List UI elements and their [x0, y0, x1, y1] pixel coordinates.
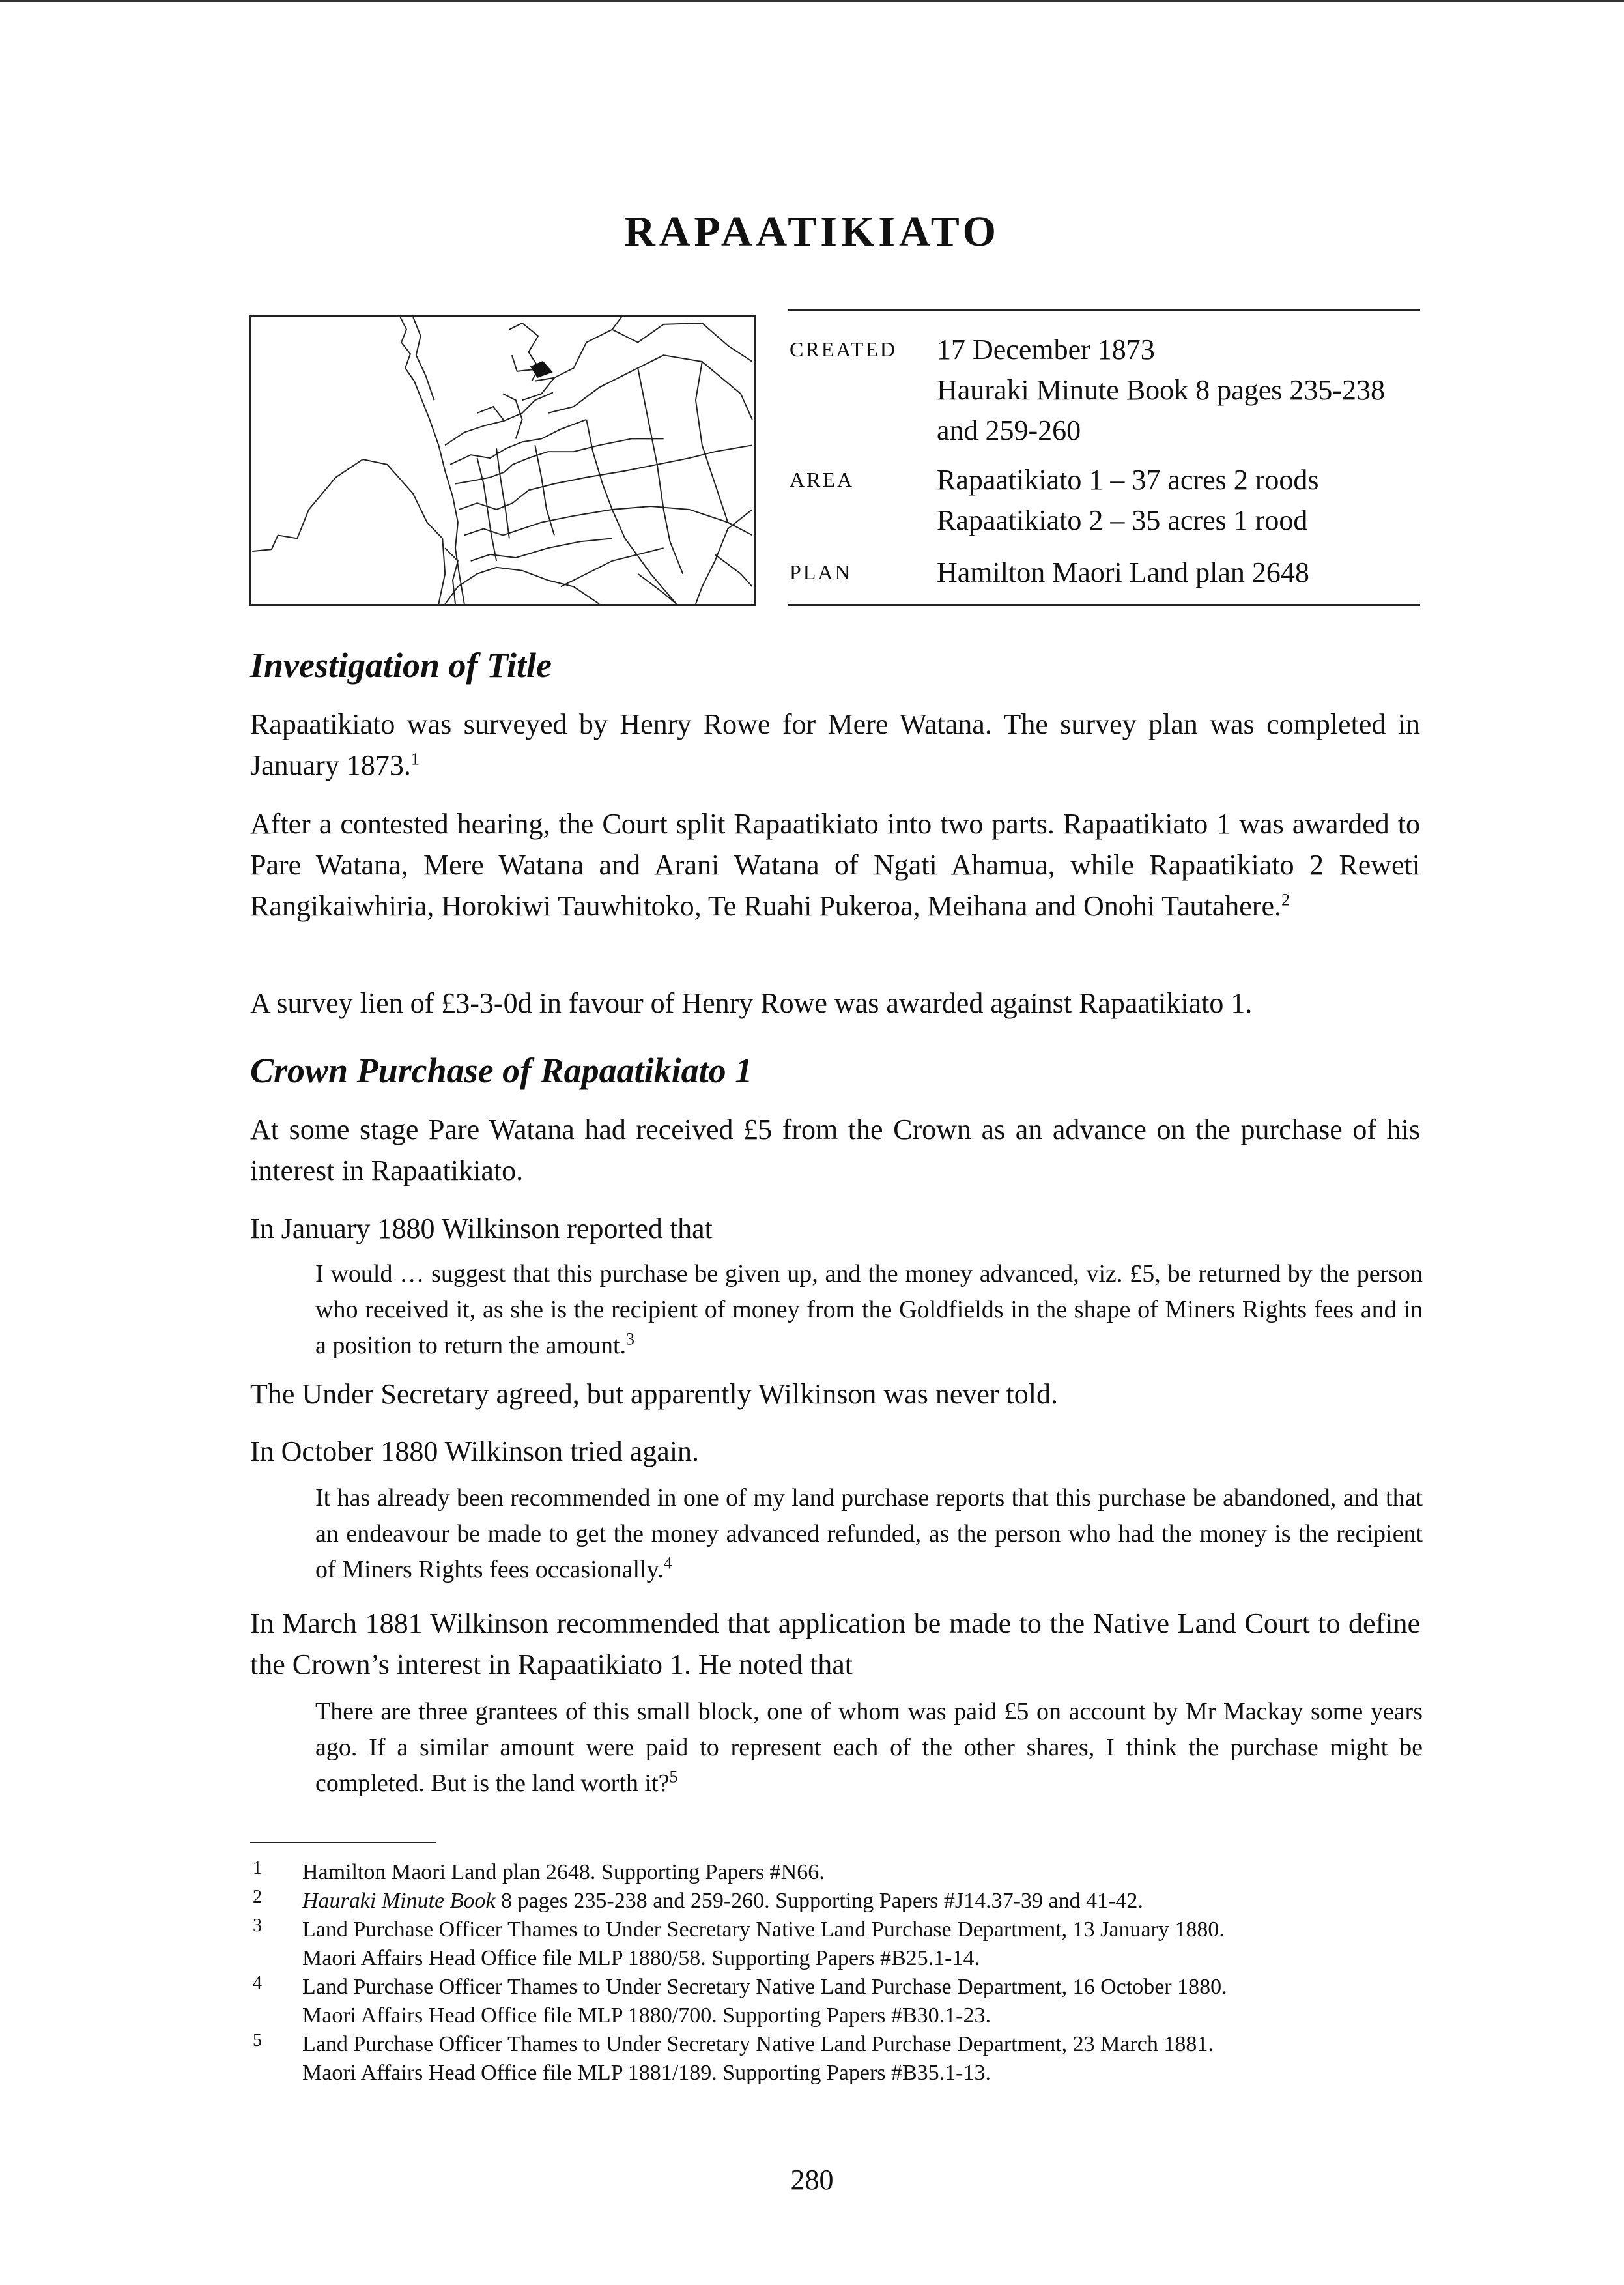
created-line-1: 17 December 1873: [937, 334, 1155, 366]
area-label: AREA: [790, 468, 855, 491]
footnote-rule: [250, 1842, 436, 1843]
block-quote: There are three grantees of this small block, one of whom was paid £5 on account by Mr Mackay some years ago. If a similar amount were paid to represent each of the other shares, I think the purchase might be completed. But is the land worth it?$^5$: [315, 1698, 1423, 1797]
created-line-2: Hauraki Minute Book 8 pages 235-238: [937, 374, 1385, 406]
footnote-number: 1: [253, 1858, 262, 1878]
created-label: CREATED: [790, 338, 897, 361]
page-number: 280: [790, 2164, 834, 2196]
paragraph: After a contested hearing, the Court split Rapaatikiato into two parts. Rapaatikiato 1 was awarded to Pare Watana, Mere Watana and Arani Watana of Ngati Ahamua, while Rapaatikiato 2 Reweti Rangikaiwhiria, Horokiwi Tauwhitoko, Te Ruahi Pukeroa, Meihana and Onohi Tautahere.$^2$: [250, 808, 1420, 922]
area-line-1: Rapaatikiato 1 – 37 acres 2 roods: [937, 464, 1319, 496]
footnote-ref: 2: [1281, 890, 1290, 910]
page-title: RAPAATIKIATO: [624, 208, 1000, 255]
footnote-number: 5: [253, 2030, 262, 2050]
paragraph: In January 1880 Wilkinson reported that: [250, 1213, 713, 1244]
footnote-number: 3: [253, 1916, 262, 1936]
footnote-number: 2: [253, 1887, 262, 1907]
footnote-ref: 3: [626, 1329, 635, 1349]
paragraph: The Under Secretary agreed, but apparently Wilkinson was never told.: [250, 1378, 1058, 1410]
location-map: [249, 315, 756, 606]
paragraph: In March 1881 Wilkinson recommended that application be made to the Native Land Court to define the Crown’s interest in Rapaatikiato 1. He noted that: [250, 1607, 1420, 1680]
plan-line-1: Hamilton Maori Land plan 2648: [937, 556, 1309, 588]
block-quote: I would … suggest that this purchase be given up, and the money advanced, viz. £5, be returned by the person who received it, as she is the recipient of money from the Goldfields in the shape of Miners Rights fees and in a position to return the amount.$^3$: [315, 1260, 1423, 1359]
section-heading-investigation: Investigation of Title: [250, 646, 552, 685]
footnote-number: 4: [253, 1973, 262, 1993]
area-line-2: Rapaatikiato 2 – 35 acres 1 rood: [937, 504, 1308, 536]
paragraph: In October 1880 Wilkinson tried again.: [250, 1435, 700, 1467]
footnote-ref: 5: [669, 1767, 678, 1787]
section-heading-crown-purchase: Crown Purchase of Rapaatikiato 1: [250, 1051, 753, 1090]
created-line-3: and 259-260: [937, 414, 1081, 446]
top-border-line: [0, 0, 1624, 2]
block-quote: It has already been recommended in one of my land purchase reports that this purchase be abandoned, and that an endeavour be made to get the money advanced refunded, as the person who had the money is the recipient of Miners Rights fees occasionally.$^4$: [315, 1484, 1423, 1583]
paragraph: Rapaatikiato was surveyed by Henry Rowe for Mere Watana. The survey plan was completed in January 1873.$^1$: [250, 708, 1420, 781]
paragraph: At some stage Pare Watana had received £5 from the Crown as an advance on the purchase of his interest in Rapaatikiato.: [250, 1114, 1420, 1186]
block-info-table: [788, 309, 1420, 606]
plan-label: PLAN: [790, 560, 852, 584]
footnote-ref: 1: [410, 749, 420, 769]
footnote-ref: 4: [663, 1553, 672, 1573]
map-drawing: [251, 317, 754, 604]
paragraph: A survey lien of £3-3-0d in favour of Henry Rowe was awarded against Rapaatikiato 1.: [250, 987, 1253, 1019]
